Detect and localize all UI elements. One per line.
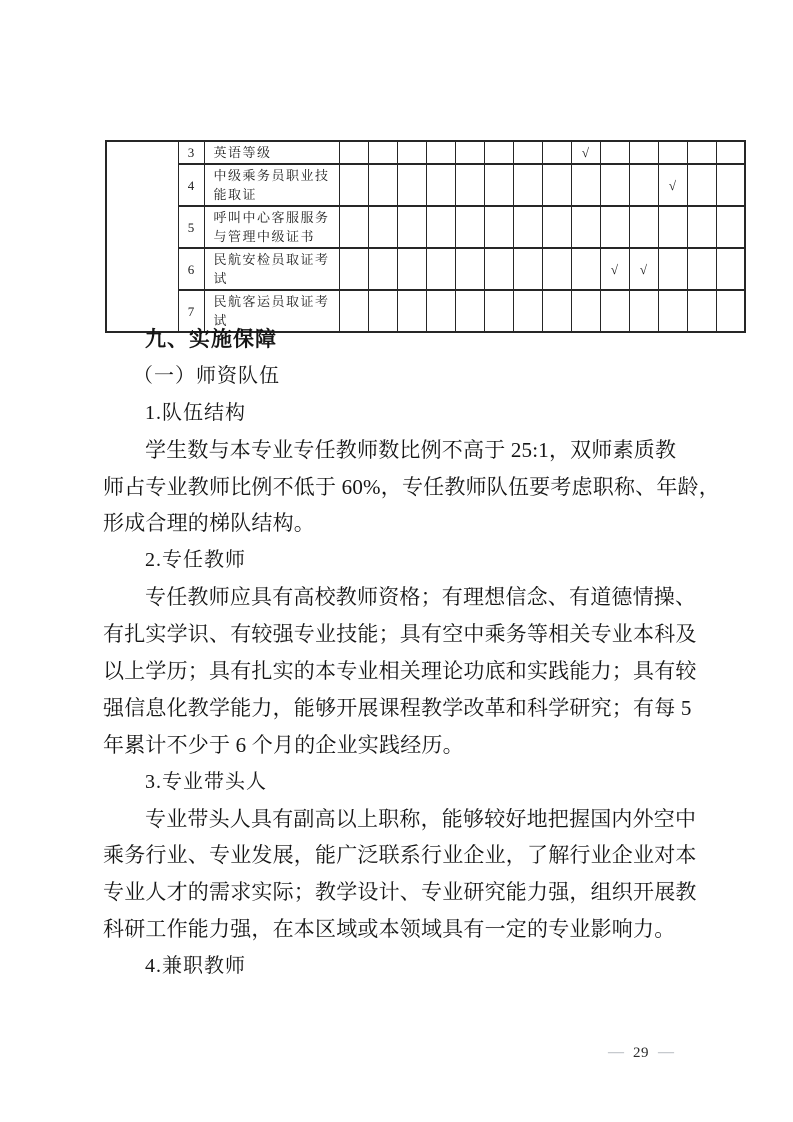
check-cell (571, 206, 600, 248)
body-line: 专业人才的需求实际；教学设计、专业研究能力强，组织开展教 (103, 880, 697, 905)
check-cell (716, 141, 745, 164)
body-line: 师占专业教师比例不低于 60%，专任教师队伍要考虑职称、年龄， (103, 474, 720, 499)
check-cell (542, 206, 571, 248)
table-row (106, 141, 745, 164)
check-cell (658, 141, 687, 164)
row-number-cell: 6 (178, 248, 204, 290)
table-row (106, 164, 745, 206)
check-cell-marked: √ (571, 141, 600, 164)
table-row (106, 248, 745, 290)
check-cell (397, 141, 426, 164)
check-cell (687, 248, 716, 290)
check-cell (629, 206, 658, 248)
check-cell (484, 164, 513, 206)
check-cell (455, 248, 484, 290)
body-line: 有扎实学识、有较强专业技能；具有空中乘务等相关专业本科及 (103, 622, 697, 647)
check-cell (513, 164, 542, 206)
body-line: 学生数与本专业专任教师数比例不高于 25:1，双师素质教 (145, 437, 677, 462)
check-cell (658, 206, 687, 248)
check-cell (426, 164, 455, 206)
cert-name-cell: 民航安检员取证考试 (204, 248, 339, 290)
check-cell (484, 248, 513, 290)
check-cell (658, 248, 687, 290)
numbered-heading: 1.队伍结构 (145, 401, 246, 424)
numbered-heading: 4.兼职教师 (145, 955, 246, 978)
check-cell (368, 164, 397, 206)
check-cell (339, 248, 368, 290)
category-cell-empty (106, 141, 178, 332)
check-cell (513, 206, 542, 248)
cert-name-cell: 民航客运员取证考试 (204, 290, 339, 332)
check-cell-marked: √ (600, 248, 629, 290)
numbered-heading: 3.专业带头人 (145, 770, 267, 793)
check-cell (484, 141, 513, 164)
check-cell (484, 206, 513, 248)
check-cell (513, 141, 542, 164)
page-footer (601, 1043, 681, 1063)
check-cell (426, 141, 455, 164)
page-number: 29 (633, 1044, 649, 1061)
footer-dash-right: — (658, 1045, 674, 1060)
check-cell (368, 248, 397, 290)
cert-name-cell: 英语等级 (204, 141, 339, 164)
subsection-heading: （一）师资队伍 (133, 364, 280, 387)
check-cell (397, 206, 426, 248)
body-line: 以上学历；具有扎实的本专业相关理论功底和实践能力；具有较 (103, 659, 697, 684)
body-line: 年累计不少于 6 个月的企业实践经历。 (103, 732, 464, 757)
body-line: 科研工作能力强，在本区域或本领域具有一定的专业影响力。 (103, 917, 676, 942)
row-number-cell: 4 (178, 164, 204, 206)
cert-name-cell: 中级乘务员职业技能取证 (204, 164, 339, 206)
check-cell (542, 141, 571, 164)
check-cell (455, 141, 484, 164)
check-cell (397, 248, 426, 290)
check-cell-marked: √ (629, 248, 658, 290)
row-number-cell: 3 (178, 141, 204, 164)
check-cell (426, 206, 455, 248)
row-number-cell: 7 (178, 290, 204, 332)
check-cell (339, 164, 368, 206)
check-cell (600, 141, 629, 164)
row-number-cell: 5 (178, 206, 204, 248)
check-cell (368, 206, 397, 248)
check-cell (687, 206, 716, 248)
check-cell (368, 141, 397, 164)
body-line: 专业带头人具有副高以上职称，能够较好地把握国内外空中 (145, 806, 697, 831)
numbered-heading: 2.专任教师 (145, 549, 246, 572)
check-cell (687, 141, 716, 164)
certification-table (105, 140, 746, 333)
footer-dash-left: — (608, 1045, 624, 1060)
check-cell (571, 248, 600, 290)
check-cell (600, 164, 629, 206)
check-cell (339, 206, 368, 248)
check-cell (542, 248, 571, 290)
body-line: 专任教师应具有高校教师资格；有理想信念、有道德情操、 (145, 585, 697, 610)
check-cell (571, 164, 600, 206)
check-cell (339, 141, 368, 164)
table-row (106, 206, 745, 248)
check-cell (455, 206, 484, 248)
check-cell (716, 290, 745, 332)
body-line: 强信息化教学能力，能够开展课程教学改革和科学研究；有每 5 (103, 695, 692, 720)
check-cell (513, 248, 542, 290)
check-cell (600, 206, 629, 248)
body-line: 形成合理的梯队结构。 (103, 511, 315, 536)
check-cell (426, 248, 455, 290)
check-cell (716, 164, 745, 206)
check-cell (629, 141, 658, 164)
body-line: 乘务行业、专业发展，能广泛联系行业企业，了解行业企业对本 (103, 843, 697, 868)
check-cell (629, 164, 658, 206)
section-heading: 九、实施保障 (145, 327, 277, 351)
body-text (103, 321, 720, 985)
check-cell (687, 164, 716, 206)
check-cell (716, 206, 745, 248)
cert-name-cell: 呼叫中心客服服务与管理中级证书 (204, 206, 339, 248)
check-cell (397, 164, 426, 206)
check-cell (716, 248, 745, 290)
check-cell-marked: √ (658, 164, 687, 206)
check-cell (542, 164, 571, 206)
check-cell (455, 164, 484, 206)
